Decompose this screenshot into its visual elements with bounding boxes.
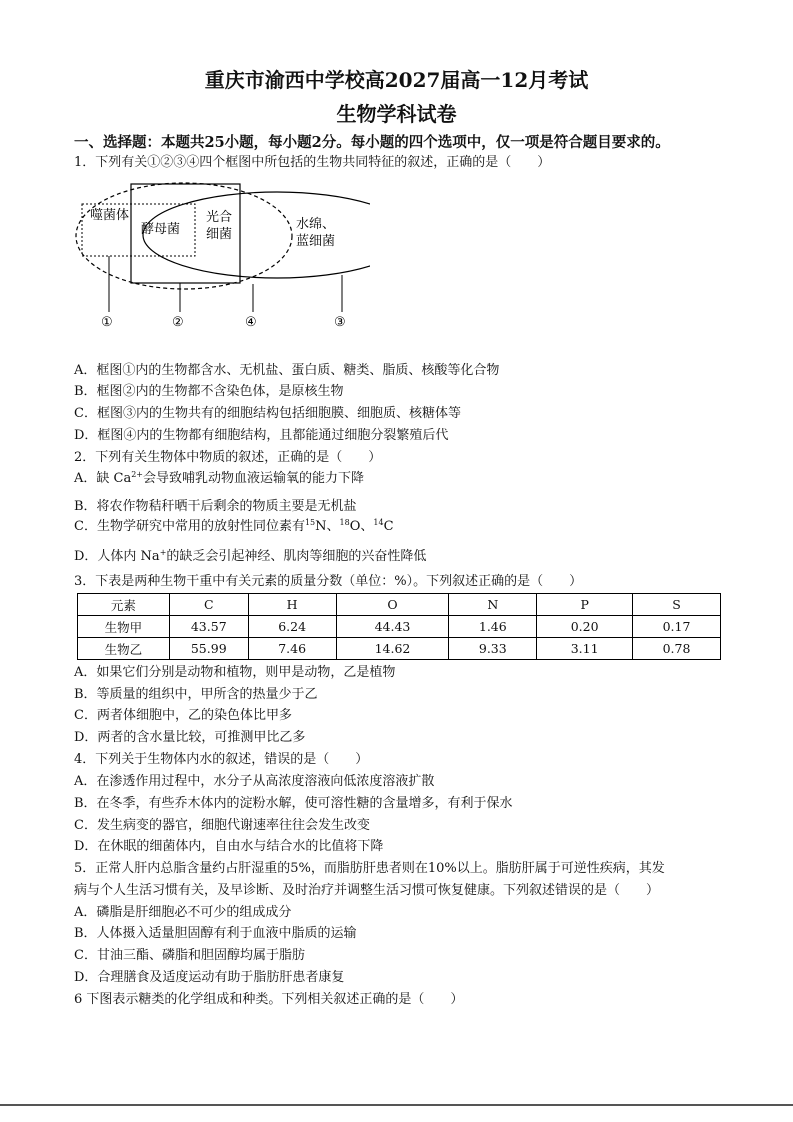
table-cell: 0.17 xyxy=(633,616,721,638)
q5-option-d: D．合理膳食及适度运动有助于脂肪肝患者康复 xyxy=(74,970,345,985)
exam-subtitle: 生物学科试卷 xyxy=(336,102,457,126)
q1-option-d: D．框图④内的生物都有细胞结构，且都能通过细胞分裂繁殖后代 xyxy=(74,428,449,443)
table-header-cell: O xyxy=(336,594,449,616)
q2-stem: 2．下列有关生物体中物质的叙述，正确的是（ ） xyxy=(74,450,382,465)
q1-option-a: A．框图①内的生物都含水、无机盐、蛋白质、糖类、脂质、核酸等化合物 xyxy=(74,363,500,378)
table-cell: 9.33 xyxy=(449,638,537,660)
q6-stem: 6 下图表示糖类的化学组成和种类。下列相关叙述正确的是（ ） xyxy=(74,992,464,1007)
table-cell: 55.99 xyxy=(169,638,248,660)
table-cell: 43.57 xyxy=(169,616,248,638)
label-algae1: 水绵、 xyxy=(296,217,336,232)
q3-stem: 3．下表是两种生物干重中有关元素的质量分数（单位：%）。下列叙述正确的是（ ） xyxy=(74,574,583,589)
marker-2: ② xyxy=(172,315,184,330)
marker-4: ④ xyxy=(245,315,257,330)
q2-option-b: B．将农作物秸秆晒干后剩余的物质主要是无机盐 xyxy=(74,499,357,514)
label-photo1: 光合 xyxy=(206,210,233,225)
label-algae2: 蓝细菌 xyxy=(296,234,336,249)
q3-option-a: A．如果它们分别是动物和植物，则甲是动物，乙是植物 xyxy=(74,665,396,680)
table-cell: 生物甲 xyxy=(78,616,170,638)
exam-title: 重庆市渝西中学校高2027届高一12月考试 xyxy=(204,68,589,92)
table-header-row xyxy=(78,594,721,616)
marker-1: ① xyxy=(101,315,113,330)
q2-option-c: C．生物学研究中常用的放射性同位素有$^{15}$N、$^{18}$O、$^{14}$C xyxy=(74,518,394,534)
q5-option-b: B．人体摄入适量胆固醇有利于血液中脂质的运输 xyxy=(74,926,357,941)
label-yeast: 酵母菌 xyxy=(141,222,181,237)
venn-figure xyxy=(70,172,370,332)
table-cell: 6.24 xyxy=(248,616,336,638)
q1-option-c: C．框图③内的生物共有的细胞结构包括细胞膜、细胞质、核糖体等 xyxy=(74,406,461,421)
dashed-ellipse xyxy=(76,183,292,289)
label-photo2: 细菌 xyxy=(206,227,233,242)
q5-stem-line1: 5．正常人肝内总脂含量约占肝湿重的5%，而脂肪肝患者则在10%以上。脂肪肝属于可逆性疾病，其发 xyxy=(74,861,665,876)
table-cell: 1.46 xyxy=(449,616,537,638)
element-table xyxy=(77,593,721,660)
table-header-cell: C xyxy=(169,594,248,616)
table-header-cell: S xyxy=(633,594,721,616)
q5-option-c: C．甘油三酯、磷脂和胆固醇均属于脂肪 xyxy=(74,948,305,963)
q4-option-b: B．在冬季，有些乔木体内的淀粉水解，使可溶性糖的含量增多，有利于保水 xyxy=(74,796,513,811)
label-phage: 噬菌体 xyxy=(90,208,130,223)
table-cell: 7.46 xyxy=(248,638,336,660)
q1-stem: 1．下列有关①②③④四个框图中所包括的生物共同特征的叙述，正确的是（ ） xyxy=(74,155,551,170)
q2-option-a: A．缺 $Ca^{2+}$会导致哺乳动物血液运输氧的能力下降 xyxy=(74,470,365,486)
table-header-cell: H xyxy=(248,594,336,616)
table-header-cell: N xyxy=(449,594,537,616)
q5-stem-line2: 病与个人生活习惯有关，及早诊断、及时治疗并调整生活习惯可恢复健康。下列叙述错误的是（ ） xyxy=(74,883,660,898)
q4-stem: 4．下列关于生物体内水的叙述，错误的是（ ） xyxy=(74,752,369,767)
table-cell: 3.11 xyxy=(537,638,633,660)
marker-3: ③ xyxy=(334,315,346,330)
table-cell: 0.78 xyxy=(633,638,721,660)
q1-option-b: B．框图②内的生物都不含染色体，是原核生物 xyxy=(74,384,344,399)
q4-option-d: D．在休眠的细菌体内，自由水与结合水的比值将下降 xyxy=(74,839,384,854)
q4-option-a: A．在渗透作用过程中，水分子从高浓度溶液向低浓度溶液扩散 xyxy=(74,774,435,789)
q3-option-c: C．两者体细胞中，乙的染色体比甲多 xyxy=(74,708,292,723)
q3-option-b: B．等质量的组织中，甲所含的热量少于乙 xyxy=(74,687,318,702)
table-cell: 生物乙 xyxy=(78,638,170,660)
table-row xyxy=(78,616,721,638)
table-header-cell: P xyxy=(537,594,633,616)
table-cell: 44.43 xyxy=(336,616,449,638)
footer-rule xyxy=(0,1104,793,1106)
table-cell: 0.20 xyxy=(537,616,633,638)
section-heading: 一、选择题：本题共25小题，每小题2分。每小题的四个选项中，仅一项是符合题目要求的。 xyxy=(74,134,670,151)
q4-option-c: C．发生病变的器官，细胞代谢速率往往会发生改变 xyxy=(74,818,370,833)
q3-option-d: D．两者的含水量比较，可推测甲比乙多 xyxy=(74,730,306,745)
table-cell: 14.62 xyxy=(336,638,449,660)
q5-option-a: A．磷脂是肝细胞必不可少的组成成分 xyxy=(74,905,292,920)
table-row xyxy=(78,638,721,660)
table-header-cell: 元素 xyxy=(78,594,170,616)
q2-option-d: D．人体内 Na+的缺乏会引起神经、肌肉等细胞的兴奋性降低 xyxy=(74,548,427,564)
